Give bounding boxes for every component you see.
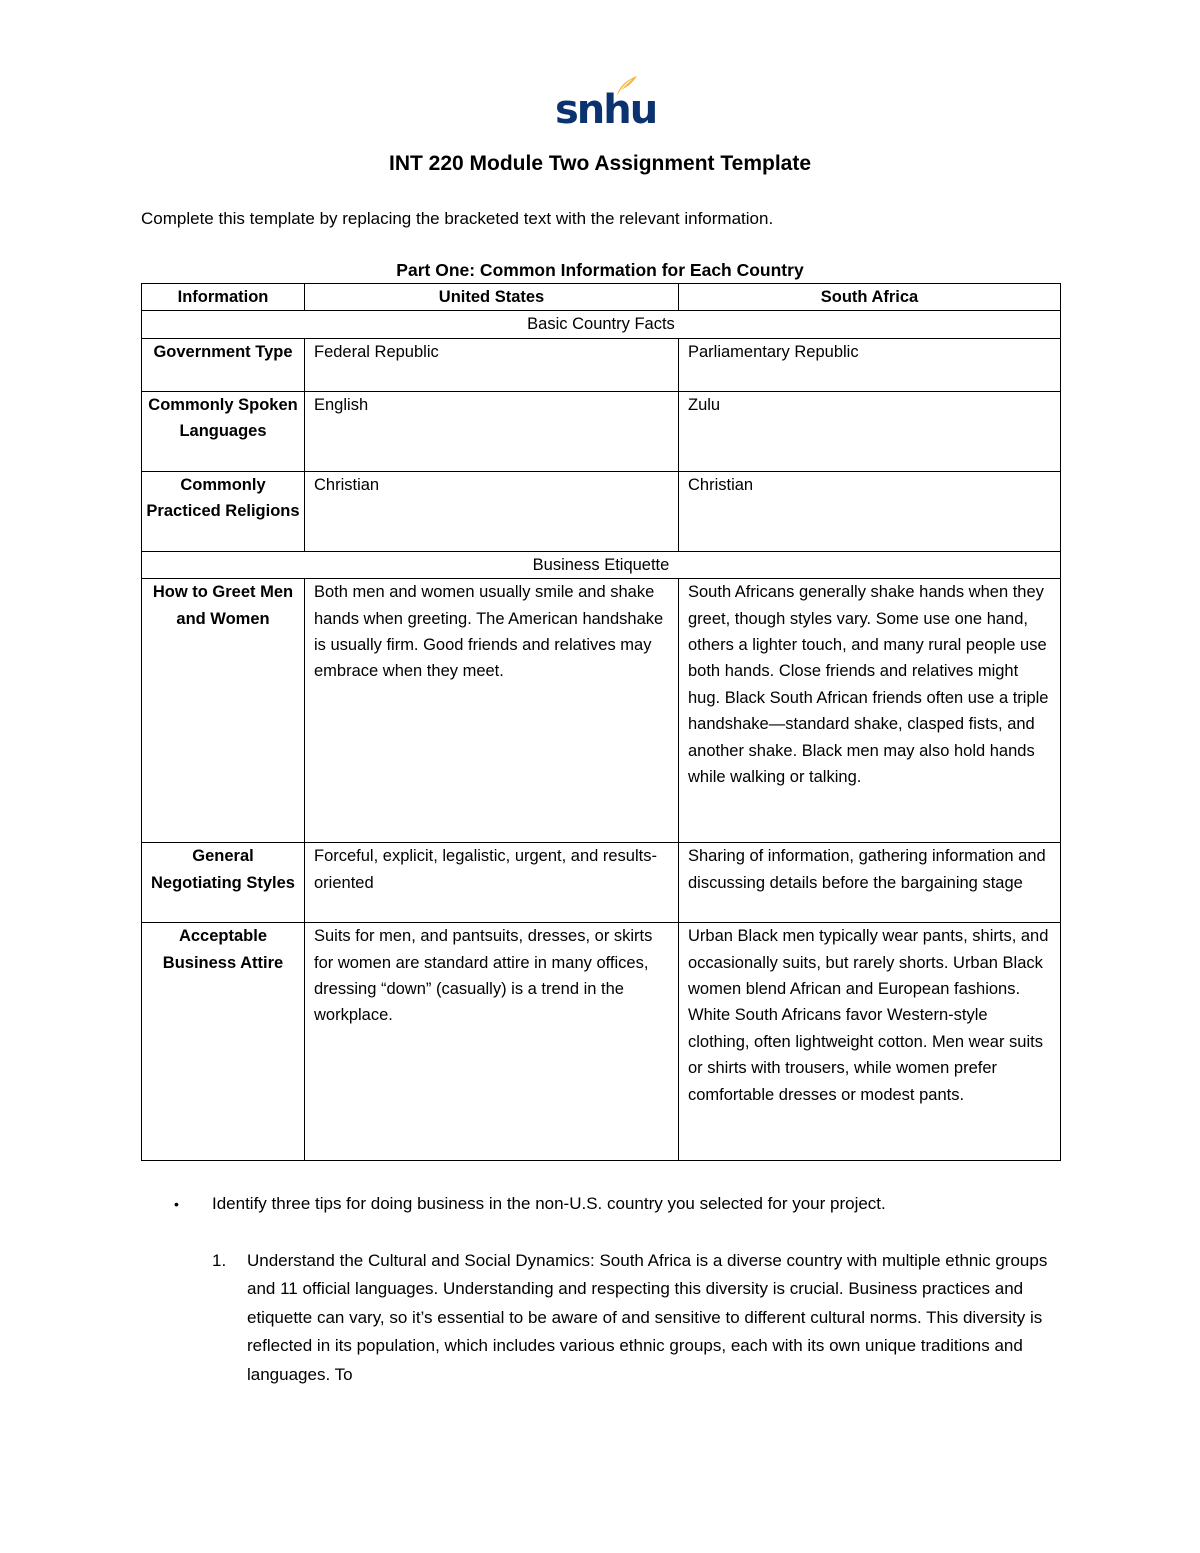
section-business-etiquette: Business Etiquette — [142, 551, 1061, 578]
numbered-list-item — [141, 1247, 1061, 1390]
row-label-religions: Commonly Practiced Religions — [142, 471, 305, 551]
row-label-attire: Acceptable Business Attire — [142, 923, 305, 1161]
list-number: 1. — [212, 1250, 227, 1270]
table-row — [142, 471, 1061, 551]
cell-sa-religions: Christian — [679, 471, 1061, 551]
cell-sa-negotiating: Sharing of information, gathering information and discussing details before the bargaining stage — [679, 843, 1061, 923]
cell-us-languages: English — [305, 391, 679, 471]
cell-us-greetings: Both men and women usually smile and shake hands when greeting. The American handshake is usually firm. Good friends and relatives may embrace when they meet. — [305, 579, 679, 843]
bullet-item — [141, 1190, 1061, 1219]
cell-us-religions: Christian — [305, 471, 679, 551]
tips-prompt: Identify three tips for doing business in the non-U.S. country you selected for your project. — [212, 1194, 886, 1213]
document-title: INT 220 Module Two Assignment Template — [389, 152, 811, 175]
cell-us-negotiating: Forceful, explicit, legalistic, urgent, and results-oriented — [305, 843, 679, 923]
country-comparison-table — [141, 283, 1061, 1161]
row-label-greetings: How to Greet Men and Women — [142, 579, 305, 843]
table-row — [142, 338, 1061, 391]
logo-wordmark: snhu — [555, 87, 657, 133]
table-header-row — [142, 284, 1061, 311]
row-label-negotiating: General Negotiating Styles — [142, 843, 305, 923]
section-row-basic-facts — [142, 311, 1061, 338]
part-one-title: Part One: Common Information for Each Country — [396, 260, 804, 280]
cell-us-attire: Suits for men, and pantsuits, dresses, or skirts for women are standard attire in many offices, dressing “down” (casually) is a trend in the workplace. — [305, 923, 679, 1161]
row-label-languages: Commonly Spoken Languages — [142, 391, 305, 471]
header-information: Information — [142, 284, 305, 311]
header-united-states: United States — [305, 284, 679, 311]
bullet-marker: • — [174, 1196, 179, 1212]
cell-sa-government-type: Parliamentary Republic — [679, 338, 1061, 391]
table-row — [142, 843, 1061, 923]
instructions-text: Complete this template by replacing the bracketed text with the relevant information. — [141, 209, 774, 228]
table-row — [142, 579, 1061, 843]
cell-us-government-type: Federal Republic — [305, 338, 679, 391]
table-row — [142, 923, 1061, 1161]
section-basic-country-facts: Basic Country Facts — [142, 311, 1061, 338]
tip-text: Understand the Cultural and Social Dynamics: South Africa is a diverse country with multiple ethnic groups and 11 official languages. Understanding and respecting this diversity is crucial. Business practices and etiquette can vary, so it’s essential to be aware of and sensitive to different cultural norms. This diversity is reflected in its population, which includes various ethnic groups, each with its own unique traditions and languages. To — [247, 1250, 1048, 1384]
table-row — [142, 391, 1061, 471]
section-row-business-etiquette — [142, 551, 1061, 578]
cell-sa-attire: Urban Black men typically wear pants, shirts, and occasionally suits, but rarely shorts. Urban Black women blend African and European fashions. White South Africans favor Western-style clothing, often lightweight cotton. Men wear suits or shirts with trousers, while women prefer comfortable dresses or modest pants. — [679, 923, 1061, 1161]
snhu-logo — [555, 74, 657, 133]
business-tips-section — [141, 1190, 1061, 1389]
header-south-africa: South Africa — [679, 284, 1061, 311]
row-label-government-type: Government Type — [142, 338, 305, 391]
cell-sa-languages: Zulu — [679, 391, 1061, 471]
cell-sa-greetings: South Africans generally shake hands when they greet, though styles vary. Some use one hand, others a lighter touch, and many rural people use both hands. Close friends and relatives might hug. Black South African friends often use a triple handshake—standard shake, clasped fists, and another shake. Black men may also hold hands while walking or talking. — [679, 579, 1061, 843]
